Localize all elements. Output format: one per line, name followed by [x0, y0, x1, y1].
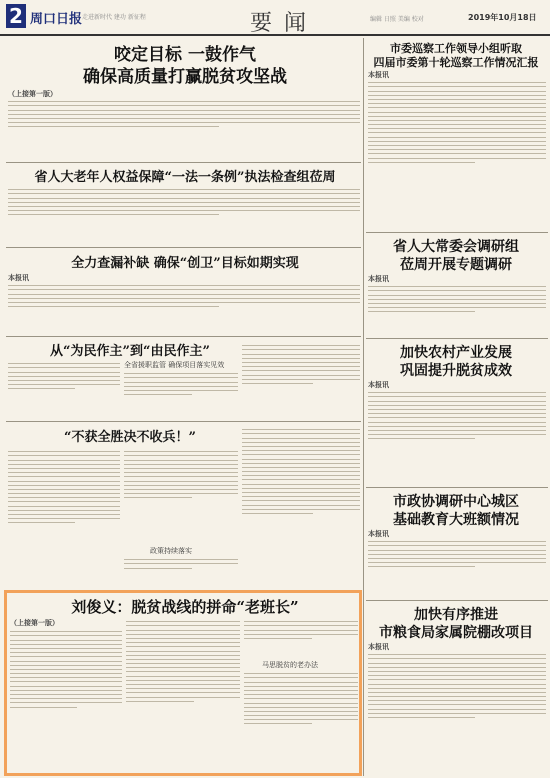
- text-line: [126, 634, 240, 635]
- text-line: [8, 518, 120, 519]
- article-body-a6-col4: [244, 670, 358, 772]
- article-body-a6-col2: [126, 618, 240, 772]
- article-body-a5-col3: [124, 556, 238, 582]
- text-line: [8, 388, 75, 389]
- text-line: [368, 112, 546, 113]
- text-line: [368, 550, 546, 551]
- lead-a7: 本报讯: [368, 70, 389, 79]
- headline-a2: 省人大老年人权益保障“一法一条例”执法检查组莅周: [34, 170, 336, 185]
- article-divider: [6, 247, 361, 248]
- text-line: [242, 509, 360, 510]
- text-line: [124, 493, 238, 494]
- text-line: [124, 455, 238, 456]
- article-body-a6-col1: [10, 628, 122, 772]
- text-line: [242, 492, 360, 493]
- newspaper-name: 周口日报: [30, 12, 83, 27]
- text-line: [124, 394, 192, 395]
- headline-a11-line2: 市粮食局家属院棚改项目: [379, 625, 533, 641]
- lead-a8: 本报讯: [368, 274, 389, 283]
- text-line: [242, 438, 360, 439]
- article-body-a8: [368, 283, 546, 335]
- text-line: [124, 497, 192, 498]
- text-line: [242, 471, 360, 472]
- text-line: [242, 479, 360, 480]
- text-line: [242, 370, 360, 371]
- article-body-a5-col1: [8, 448, 120, 582]
- text-line: [368, 426, 546, 427]
- text-line: [368, 696, 546, 697]
- text-line: [368, 95, 546, 96]
- text-line: [8, 476, 120, 477]
- text-line: [8, 497, 120, 498]
- text-line: [368, 688, 546, 689]
- text-line: [8, 460, 120, 461]
- text-line: [368, 307, 546, 308]
- text-line: [368, 311, 475, 312]
- text-line: [368, 86, 546, 87]
- text-line: [244, 698, 358, 699]
- text-line: [368, 422, 546, 423]
- text-line: [124, 559, 238, 560]
- text-line: [124, 382, 238, 383]
- text-line: [242, 505, 360, 506]
- text-line: [8, 380, 120, 381]
- text-line: [124, 468, 238, 469]
- text-line: [124, 460, 238, 461]
- text-line: [8, 206, 360, 207]
- text-line: [126, 621, 240, 622]
- headline-a8-line1: 省人大常委会调研组: [393, 239, 519, 255]
- text-line: [368, 541, 546, 542]
- text-line: [368, 162, 475, 163]
- text-line: [242, 349, 360, 350]
- text-line: [242, 433, 360, 434]
- text-line: [368, 679, 546, 680]
- text-line: [10, 648, 122, 649]
- text-line: [368, 392, 546, 393]
- text-line: [242, 354, 360, 355]
- text-line: [244, 711, 358, 712]
- text-line: [8, 363, 120, 364]
- text-line: [126, 701, 194, 702]
- text-line: [242, 379, 360, 380]
- lead-a10: 本报讯: [368, 529, 389, 538]
- subhead-a4: 全省援职监管 确保项目落实见效: [124, 361, 225, 369]
- subhead-a6: 马思脱贫的老办法: [262, 661, 318, 669]
- text-line: [8, 210, 360, 211]
- text-line: [126, 697, 240, 698]
- text-line: [126, 630, 240, 631]
- text-line: [8, 298, 360, 299]
- text-line: [10, 707, 77, 708]
- article-body-a1: [8, 98, 360, 156]
- text-line: [126, 638, 240, 639]
- text-line: [242, 513, 313, 514]
- text-line: [10, 661, 122, 662]
- headline-a9-line1: 加快农村产业发展: [400, 345, 512, 361]
- text-line: [126, 667, 240, 668]
- text-line: [10, 656, 122, 657]
- text-line: [126, 684, 240, 685]
- text-line: [242, 383, 313, 384]
- text-line: [124, 464, 238, 465]
- text-line: [244, 694, 358, 695]
- subhead-a5: 政策持续落实: [150, 547, 192, 555]
- lead-a11: 本报讯: [368, 642, 389, 651]
- text-line: [242, 358, 360, 359]
- text-line: [368, 413, 546, 414]
- text-line: [242, 500, 360, 501]
- lead-a3: 本报讯: [8, 273, 29, 282]
- text-line: [368, 158, 546, 159]
- text-line: [8, 114, 360, 115]
- text-line: [368, 558, 546, 559]
- text-line: [8, 451, 120, 452]
- text-line: [8, 101, 360, 102]
- section-title: 要闻: [250, 11, 319, 36]
- text-line: [10, 644, 122, 645]
- text-line: [368, 675, 546, 676]
- headline-a7-line1: 市委巡察工作领导小组听取: [390, 42, 522, 55]
- headline-a8-line2: 莅周开展专题调研: [400, 257, 512, 273]
- text-line: [10, 669, 122, 670]
- text-line: [368, 103, 546, 104]
- text-line: [244, 630, 358, 631]
- text-line: [10, 673, 122, 674]
- text-line: [368, 286, 546, 287]
- text-line: [242, 429, 360, 430]
- text-line: [8, 285, 360, 286]
- text-line: [8, 122, 360, 123]
- text-line: [124, 481, 238, 482]
- text-line: [8, 522, 75, 523]
- text-line: [368, 554, 546, 555]
- text-line: [368, 124, 546, 125]
- text-line: [242, 450, 360, 451]
- text-line: [244, 719, 358, 720]
- text-line: [126, 692, 240, 693]
- text-line: [368, 434, 546, 435]
- text-line: [242, 459, 360, 460]
- text-line: [242, 463, 360, 464]
- text-line: [8, 485, 120, 486]
- text-line: [244, 686, 358, 687]
- headline-a11-line1: 加快有序推进: [414, 607, 498, 623]
- text-line: [8, 493, 120, 494]
- text-line: [244, 682, 358, 683]
- text-line: [244, 677, 358, 678]
- article-body-a5-col2: [124, 448, 238, 540]
- text-line: [242, 475, 360, 476]
- text-line: [124, 476, 238, 477]
- text-line: [124, 373, 238, 374]
- text-line: [368, 120, 546, 121]
- lead-a9: 本报讯: [368, 380, 389, 389]
- text-line: [368, 153, 546, 154]
- text-line: [126, 651, 240, 652]
- text-line: [242, 446, 360, 447]
- article-divider: [366, 338, 548, 339]
- header-slogan: 走进新时代 建功 新征程: [82, 14, 146, 21]
- text-line: [368, 566, 475, 567]
- text-line: [368, 438, 475, 439]
- text-line: [10, 640, 122, 641]
- text-line: [368, 116, 546, 117]
- lead-a1: （上接第一版）: [8, 89, 57, 98]
- text-line: [8, 506, 120, 507]
- text-line: [368, 141, 546, 142]
- headline-a9-line2: 巩固提升脱贫成效: [400, 363, 512, 379]
- page-number: 2: [6, 4, 26, 28]
- text-line: [368, 684, 546, 685]
- text-line: [8, 367, 120, 368]
- text-line: [368, 303, 546, 304]
- text-line: [8, 302, 360, 303]
- text-line: [8, 510, 120, 511]
- article-body-a11: [368, 651, 546, 773]
- headline-a4: 从“为民作主”到“由民作主”: [50, 344, 210, 359]
- text-line: [244, 707, 358, 708]
- text-line: [124, 472, 238, 473]
- page-header: [0, 0, 550, 36]
- article-body-a4-col3: [242, 342, 360, 416]
- text-line: [8, 202, 360, 203]
- text-line: [126, 671, 240, 672]
- headline-a1-line1: 咬定目标 一鼓作气: [114, 45, 256, 65]
- text-line: [368, 145, 546, 146]
- text-line: [8, 193, 360, 194]
- text-line: [8, 384, 120, 385]
- text-line: [368, 417, 546, 418]
- text-line: [368, 692, 546, 693]
- text-line: [244, 703, 358, 704]
- text-line: [368, 99, 546, 100]
- text-line: [368, 562, 546, 563]
- headline-a7-line2: 四届市委第十轮巡察工作情况汇报: [373, 56, 539, 69]
- article-divider: [6, 162, 361, 163]
- text-line: [126, 642, 240, 643]
- text-line: [8, 214, 219, 215]
- text-line: [368, 137, 546, 138]
- article-divider: [6, 421, 361, 422]
- article-body-a10: [368, 538, 546, 596]
- text-line: [8, 118, 360, 119]
- text-line: [8, 189, 360, 190]
- text-line: [8, 455, 120, 456]
- text-line: [124, 489, 238, 490]
- article-divider: [366, 600, 548, 601]
- text-line: [8, 489, 120, 490]
- text-line: [368, 717, 475, 718]
- text-line: [10, 702, 122, 703]
- text-line: [10, 635, 122, 636]
- text-line: [8, 289, 360, 290]
- text-line: [126, 680, 240, 681]
- text-line: [8, 468, 120, 469]
- text-line: [242, 496, 360, 497]
- text-line: [10, 681, 122, 682]
- text-line: [10, 652, 122, 653]
- text-line: [244, 621, 358, 622]
- text-line: [242, 454, 360, 455]
- text-line: [124, 390, 238, 391]
- text-line: [242, 484, 360, 485]
- text-line: [10, 690, 122, 691]
- text-line: [368, 149, 546, 150]
- text-line: [242, 488, 360, 489]
- text-line: [244, 723, 312, 724]
- article-body-a7: [368, 79, 546, 227]
- text-line: [368, 709, 546, 710]
- text-line: [368, 401, 546, 402]
- article-body-a5-col4: [242, 426, 360, 582]
- text-line: [124, 485, 238, 486]
- text-line: [8, 372, 120, 373]
- text-line: [10, 631, 122, 632]
- text-line: [8, 294, 360, 295]
- text-line: [244, 715, 358, 716]
- text-line: [242, 345, 360, 346]
- text-line: [126, 688, 240, 689]
- column-divider: [363, 38, 364, 776]
- text-line: [242, 366, 360, 367]
- text-line: [368, 713, 546, 714]
- text-line: [126, 646, 240, 647]
- text-line: [368, 654, 546, 655]
- text-line: [10, 686, 122, 687]
- text-line: [244, 625, 358, 626]
- text-line: [368, 405, 546, 406]
- text-line: [8, 105, 360, 106]
- text-line: [126, 676, 240, 677]
- article-divider: [366, 487, 548, 488]
- editor-line: 编辑 日照 美编 校对: [370, 16, 424, 23]
- text-line: [368, 82, 546, 83]
- article-body-a3: [8, 282, 360, 332]
- text-line: [126, 659, 240, 660]
- text-line: [8, 306, 219, 307]
- article-body-a2: [8, 186, 360, 242]
- headline-a3: 全力查漏补缺 确保“创卫”目标如期实现: [71, 256, 299, 271]
- text-line: [368, 430, 546, 431]
- lead-a6: （上接第一版）: [10, 618, 59, 627]
- text-line: [10, 694, 122, 695]
- text-line: [242, 375, 360, 376]
- text-line: [368, 290, 546, 291]
- headline-a10-line2: 基础教育大班额情况: [393, 512, 519, 528]
- article-body-a4-col1: [8, 360, 120, 416]
- text-line: [8, 198, 360, 199]
- article-body-a9: [368, 389, 546, 483]
- text-line: [124, 568, 192, 569]
- text-line: [242, 442, 360, 443]
- text-line: [368, 132, 546, 133]
- headline-a10-line1: 市政协调研中心城区: [393, 494, 519, 510]
- text-line: [244, 673, 358, 674]
- text-line: [8, 514, 120, 515]
- text-line: [10, 698, 122, 699]
- text-line: [368, 128, 546, 129]
- text-line: [368, 295, 546, 296]
- text-line: [244, 638, 312, 639]
- text-line: [8, 126, 219, 127]
- issue-date: 2019年10月18日: [468, 13, 537, 22]
- text-line: [242, 362, 360, 363]
- text-line: [368, 667, 546, 668]
- text-line: [244, 634, 358, 635]
- text-line: [368, 545, 546, 546]
- text-line: [126, 655, 240, 656]
- text-line: [368, 671, 546, 672]
- article-divider: [366, 232, 548, 233]
- text-line: [368, 299, 546, 300]
- headline-a5: “不获全胜决不收兵！”: [64, 430, 196, 445]
- text-line: [126, 625, 240, 626]
- text-line: [124, 451, 238, 452]
- text-line: [368, 91, 546, 92]
- text-line: [126, 663, 240, 664]
- text-line: [244, 690, 358, 691]
- article-divider: [6, 336, 361, 337]
- text-line: [10, 665, 122, 666]
- text-line: [8, 501, 120, 502]
- text-line: [8, 110, 360, 111]
- text-line: [368, 663, 546, 664]
- text-line: [368, 700, 546, 701]
- text-line: [10, 677, 122, 678]
- text-line: [368, 409, 546, 410]
- text-line: [242, 467, 360, 468]
- text-line: [8, 472, 120, 473]
- text-line: [368, 704, 546, 705]
- headline-a1-line2: 确保高质量打赢脱贫攻坚战: [83, 67, 287, 87]
- article-body-a6-col3: [244, 618, 358, 658]
- headline-a6: 刘俊义：脱贫战线的拼命“老班长”: [71, 598, 299, 616]
- text-line: [124, 386, 238, 387]
- text-line: [8, 481, 120, 482]
- text-line: [368, 658, 546, 659]
- text-line: [368, 396, 546, 397]
- text-line: [368, 107, 546, 108]
- article-body-a4-col2: [124, 370, 238, 416]
- text-line: [8, 464, 120, 465]
- text-line: [124, 563, 238, 564]
- text-line: [8, 376, 120, 377]
- text-line: [124, 377, 238, 378]
